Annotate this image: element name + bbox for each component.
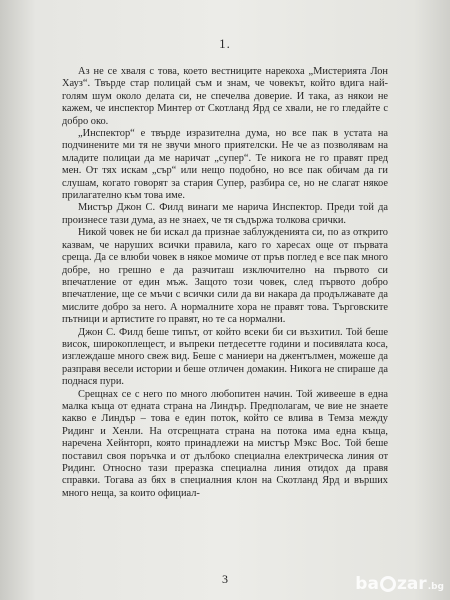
- chapter-number: 1.: [219, 36, 231, 51]
- paragraph: Никой човек не би искал да признае заблужденията си, по аз открито казвам, че нарушиx всички правила, каго го харесах още от първата среща. Да се влюби човек в някое момиче от пръв поглед е все пак много добре, но грешно е да разчиташ изключително на първото си впечатление от един мъж. Защото този човек, след първото добро впечатление, ще се мъчи с всички сили да ви накара да продължавате да мислите добро за него. А нормалните хора не правят това. Търговските пътници и артистите го правят, но те са нормални.: [62, 227, 388, 326]
- paragraph: Аз не се хваля с това, което вестниците нарекоха „Мистерията Лон Хауз“. Твърде стар полицай съм и знам, че човекът, който вдига най-голям шум около делата си, не спечелва доверие. И така, аз някои не кажем, че инспектор Минтер от Скотланд Ярд се хвали, не го гледайте с добро око.: [62, 66, 388, 127]
- bazar-watermark-logo: [355, 574, 444, 594]
- watermark-text-part: ba: [355, 574, 379, 594]
- paragraph: Мистър Джон С. Филд винаги ме нарича Инспектор. Преди той да произнесе тази дума, аз не знаех, че тя съдържа толкова срички.: [62, 202, 388, 226]
- paragraph: Срещнах се с него по много любопитен начин. Той живееше в една малка къща от едната страна на Линдър. Предполагам, че вие не знаете какво е Линдър – това е един поток, който се влива в Темза между Ридинг и Хенли. На отсрещната страна на потока има една къща, наречена Хейнторп, която принадлежи на мистър Мэкс Вос. Той беше поставил своя поръчка и от дълбоко специална електрическа линия от Ридинг. Относно тази преразка специална линия отидох да правя справки. Тогава аз бях в специалния клон на Скотланд Ярд и върших много неща, за които официал-: [62, 388, 388, 499]
- paragraph: Джон С. Филд беше типът, от който всеки би си възхитил. Той беше висок, широкоплещест, и въпреки петдесетте години и посивялата коса, изглеждаше много свеж вид. Беше с маниери на джентълмен, можеше да разправя весели истории и беше отличен домакин. Никога не спираше да поднася пури.: [62, 326, 388, 388]
- body-text: [62, 66, 388, 500]
- page-number: 3: [222, 572, 228, 586]
- paragraph: „Инспектор“ е твърде изразителна дума, но все пак в устата на подчинените ми тя не звучи много приятелски. Не че аз позволявам на младите полицаи да ме наричат „супер“. Те никога не го правят пред мен. От тях искам „сър“ или нещо подобно, но все пак обичам да ги слушам, когато говорят за стария Супер, разбира се, но не слагат някое прилагателно към това име.: [62, 128, 388, 202]
- watermark-ring-icon: [380, 576, 396, 592]
- watermark-tld: .bg: [427, 582, 444, 592]
- watermark-text-part: zar: [396, 574, 427, 594]
